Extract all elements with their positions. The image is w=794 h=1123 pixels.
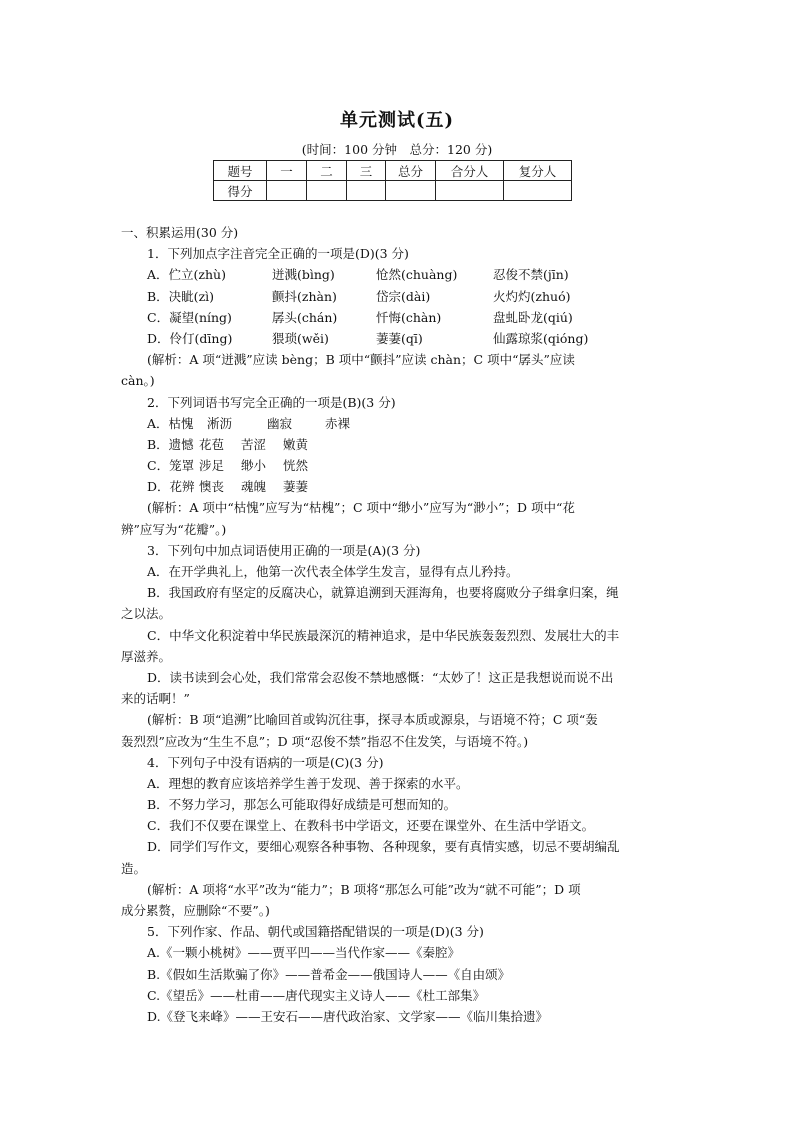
question-1-stem: 1．下列加点字注音完全正确的一项是(D)(3 分) [147, 246, 409, 262]
option-item: 火灼灼(zhuó) [493, 288, 571, 304]
question-3-option-b-cont: 之以法。 [121, 606, 172, 622]
question-2-option-a [121, 413, 676, 434]
option-item: 懊丧 [199, 479, 225, 495]
option-item: 忏悔(chàn) [376, 309, 442, 325]
question-4-analysis-cont: 成分累赘，应删除“不要”。) [121, 903, 270, 918]
option-item: 涉足 [199, 458, 225, 474]
score-table [213, 160, 572, 201]
question-5-option-b: B.《假如生活欺骗了你》——普希金——俄国诗人——《自由颂》 [147, 966, 511, 982]
question-3-stem: 3．下列句中加点词语使用正确的一项是(A)(3 分) [147, 542, 421, 558]
question-5-stem: 5．下列作家、作品、朝代或国籍搭配错误的一项是(D)(3 分) [147, 924, 484, 940]
question-4-option-c: C．我们不仅要在课堂上、在教科书中学语文，还要在课堂外、在生活中学语文。 [147, 818, 595, 834]
option-item: 颤抖(zhàn) [272, 288, 337, 304]
option-item: 花苞 [199, 436, 225, 452]
question-3-option-c-cont: 厚滋养。 [121, 648, 172, 664]
question-2-analysis-cont: 辨”应写为“花瓣”。) [121, 521, 227, 537]
score-header-cell: 一 [267, 161, 307, 181]
option-item: D．伶仃(dīng) [147, 330, 233, 346]
question-3-option-d-cont: 来的话啊！” [121, 691, 190, 707]
question-1-option-a [121, 264, 676, 285]
question-2-option-b [121, 434, 676, 455]
score-header-cell: 题号 [214, 161, 267, 181]
question-1-option-b [121, 286, 676, 307]
question-1-analysis-cont: càn。) [121, 373, 155, 389]
score-row-label: 得分 [214, 181, 267, 201]
question-3-analysis-cont: 轰烈烈”应改为“生生不息”；D 项“忍俊不禁”指忍不住发笑，与语境不符。) [121, 733, 529, 749]
option-item: 苦涩 [241, 436, 267, 452]
score-cell [386, 181, 436, 201]
option-item: 幽寂 [267, 415, 293, 431]
option-item: 猥琐(wěi) [272, 330, 329, 346]
section-heading: 一、积累运用(30 分) [121, 225, 239, 240]
question-4-analysis: (解析：A 项将“水平”改为“能力”；B 项将“那怎么可能”改为“就不可能”；D 项 [147, 881, 581, 897]
question-3-option-c: C．中华文化积淀着中华民族最深沉的精神追求，是中华民族轰轰烈烈、发展壮大的丰 [147, 627, 620, 643]
option-item: 赤裸 [325, 415, 351, 431]
option-item: 嫩黄 [283, 436, 309, 452]
score-cell [504, 181, 572, 201]
option-item: B．决眦(zì) [147, 288, 215, 304]
option-item: 忍俊不禁(jīn) [493, 267, 569, 283]
option-item: A．伫立(zhù) [147, 267, 226, 283]
question-4-option-a: A．理想的教育应该培养学生善于发现、善于探索的水平。 [147, 775, 469, 791]
score-cell [347, 181, 386, 201]
score-table-score-row [214, 181, 572, 201]
question-5-option-a: A.《一颗小桃树》——贾平凹——当代作家——《秦腔》 [147, 945, 461, 961]
question-2-analysis: (解析：A 项中“枯愧”应写为“枯槐”；C 项中“缈小”应写为“渺小”；D 项中“花 [147, 500, 575, 516]
option-item: 淅沥 [207, 415, 233, 431]
option-item: 萋萋 [283, 479, 309, 495]
option-item: 萋萋(qī) [376, 330, 423, 346]
question-2-option-c [121, 455, 676, 476]
option-item: 恍然 [283, 458, 309, 474]
question-1-option-d [121, 328, 676, 349]
option-item: 仙露琼浆(qióng) [493, 330, 589, 346]
score-header-cell: 三 [347, 161, 386, 181]
question-2-stem: 2．下列词语书写完全正确的一项是(B)(3 分) [147, 394, 396, 410]
question-5-option-d: D.《登飞来峰》——王安石——唐代政治家、文学家——《临川集拾遗》 [147, 1008, 549, 1024]
score-cell [307, 181, 347, 201]
question-3-analysis: (解析：B 项“追溯”比喻回首或钩沉往事，探寻本质或源泉，与语境不符；C 项“轰 [147, 712, 598, 728]
question-3-option-a: A．在开学典礼上，他第一次代表全体学生发言，显得有点儿矜持。 [147, 564, 519, 579]
question-4-option-b: B．不努力学习，那怎么可能取得好成绩是可想而知的。 [147, 797, 457, 813]
option-item: C．笼罩 [147, 458, 195, 474]
exam-time-score: (时间：100 分钟 总分：120 分) [301, 142, 493, 157]
option-item: D．花辨 [147, 479, 195, 495]
question-4-option-d-cont: 造。 [121, 860, 147, 876]
option-item: C．凝望(níng) [147, 309, 232, 325]
score-cell [267, 181, 307, 201]
question-3-option-d: D．读书读到会心处，我们常常会忍俊不禁地感慨：“太妙了！这正是我想说而说不出 [147, 669, 614, 685]
option-item: 魂魄 [241, 479, 267, 495]
option-item: 缈小 [241, 458, 267, 474]
page-title: 单元测试(五) [339, 110, 455, 131]
option-item: 盘虬卧龙(qiú) [493, 309, 573, 325]
option-item: B．遗憾 [147, 436, 194, 452]
question-4-stem: 4．下列句子中没有语病的一项是(C)(3 分) [147, 754, 384, 770]
question-1-analysis: (解析：A 项“迸溅”应读 bèng；B 项中“颤抖”应读 chàn；C 项中“孱头”应读 [147, 352, 575, 368]
question-5-option-c: C.《望岳》——杜甫——唐代现实主义诗人——《杜工部集》 [147, 987, 486, 1003]
question-3-option-b: B．我国政府有坚定的反腐决心，就算追溯到天涯海角，也要将腐败分子缉拿归案，绳 [147, 585, 619, 601]
score-header-cell: 复分人 [504, 161, 572, 181]
option-item: 孱头(chán) [272, 309, 338, 325]
score-header-cell: 二 [307, 161, 347, 181]
option-item: A．枯愧 [147, 415, 194, 431]
option-item: 岱宗(dài) [376, 288, 431, 304]
score-table-header-row [214, 161, 572, 181]
score-cell [436, 181, 504, 201]
exam-content [121, 222, 676, 1027]
question-2-option-d [121, 476, 676, 497]
score-header-cell: 总分 [386, 161, 436, 181]
question-1-option-c [121, 307, 676, 328]
option-item: 迸溅(bìng) [272, 267, 335, 283]
question-4-option-d: D．同学们写作文，要细心观察各种事物、各种现象，要有真情实感，切忌不要胡编乱 [147, 839, 620, 855]
option-item: 怆然(chuàng) [376, 267, 458, 283]
score-header-cell: 合分人 [436, 161, 504, 181]
